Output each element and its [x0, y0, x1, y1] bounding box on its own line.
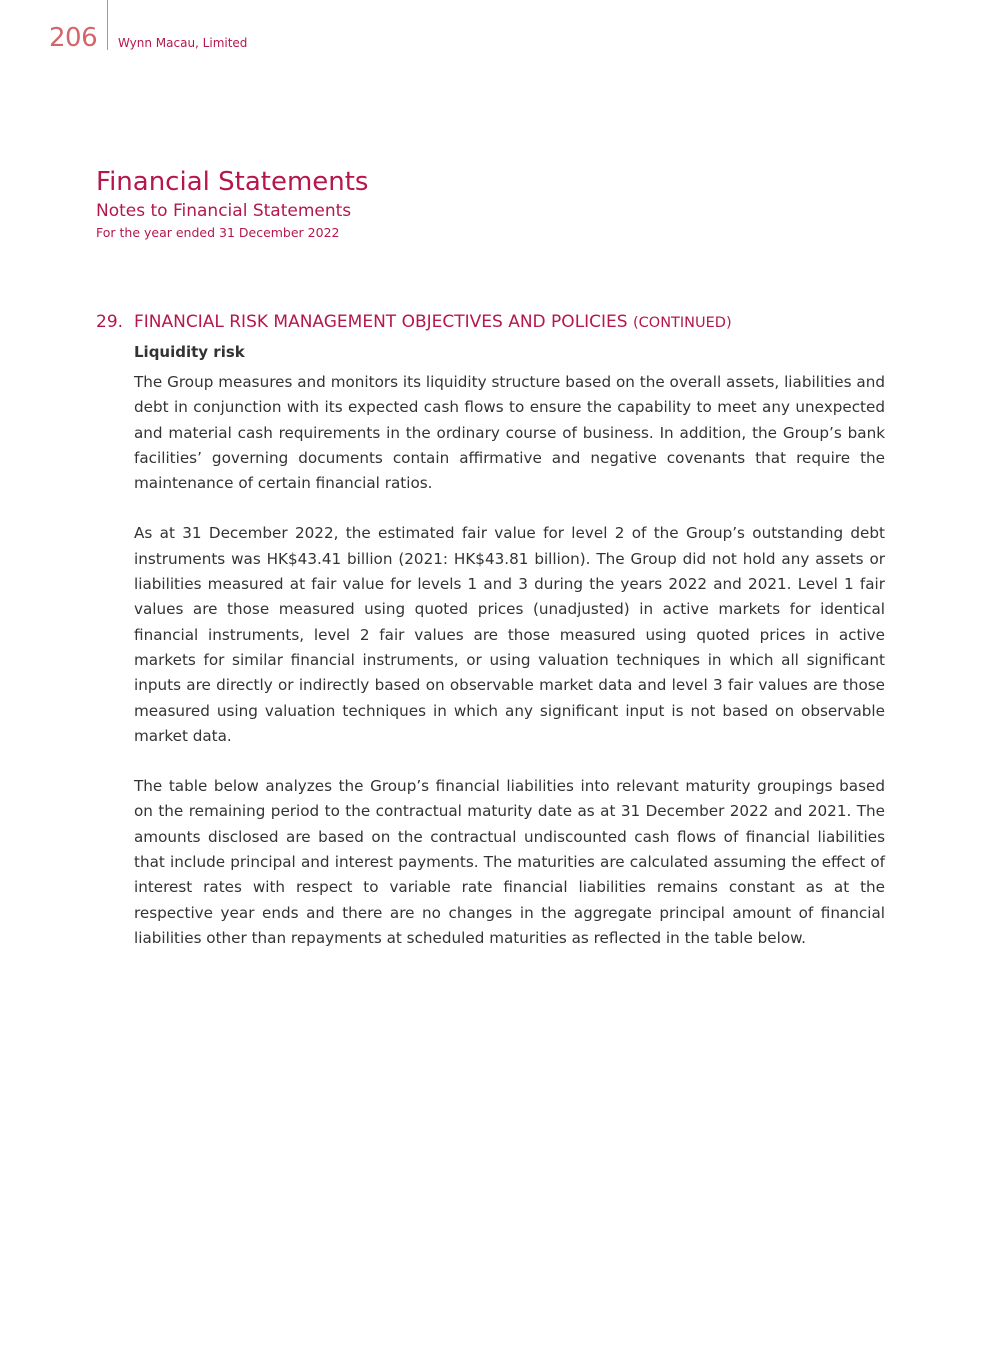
section-subtitle: Notes to Financial Statements	[96, 201, 352, 221]
paragraph-maturity-table: The table below analyzes the Group’s financial liabilities into relevant maturity groupings based on the remaining period to the contractual maturity date as at 31 December 2022 and 2021. The amounts disclosed are based on the contractual undiscounted cash flows of financial liabilities that include principal and interest payments. The maturities are calculated assuming the effect of interest rates with respect to variable rate financial liabilities remains constant as at the respective year ends and there are no changes in the aggregate principal amount of financial liabilities other than repayments at scheduled maturities as reflected in the table below.	[134, 777, 885, 947]
liquidity-risk-heading: Liquidity risk	[134, 343, 245, 361]
paragraph-liquidity-structure: The Group measures and monitors its liquidity structure based on the overall assets, liabilities and debt in conjunction with its expected cash flows to ensure the capability to meet any unexpected and material cash requirements in the ordinary course of business. In addition, the Group’s bank facilities’ governing documents contain affirmative and negative covenants that require the maintenance of certain financial ratios.	[134, 373, 885, 493]
reporting-period: For the year ended 31 December 2022	[96, 225, 340, 240]
note-continued-label: (CONTINUED)	[633, 315, 732, 331]
note-title: FINANCIAL RISK MANAGEMENT OBJECTIVES AND POLICIES	[134, 312, 628, 332]
note-content	[134, 340, 885, 976]
section-title: Financial Statements	[96, 167, 369, 197]
note-heading	[96, 310, 732, 335]
company-name: Wynn Macau, Limited	[118, 36, 248, 50]
page-number: 206	[49, 23, 98, 53]
note-number: 29.	[96, 312, 124, 332]
title-block	[96, 166, 368, 242]
header-divider	[107, 0, 108, 50]
paragraph-fair-value: As at 31 December 2022, the estimated fair value for level 2 of the Group’s outstanding debt instruments was HK$43.41 billion (2021: HK$43.81 billion). The Group did not hold any assets or liabilities measured at fair value for levels 1 and 3 during the years 2022 and 2021. Level 1 fair values are those measured using quoted prices (unadjusted) in active markets for identical financial instruments, level 2 fair values are those measured using quoted prices in active markets for similar financial instruments, or using valuation techniques in which all significant inputs are directly or indirectly based on observable market data and level 3 fair values are those measured using valuation techniques in which any significant input is not based on observable market data.	[134, 524, 885, 745]
